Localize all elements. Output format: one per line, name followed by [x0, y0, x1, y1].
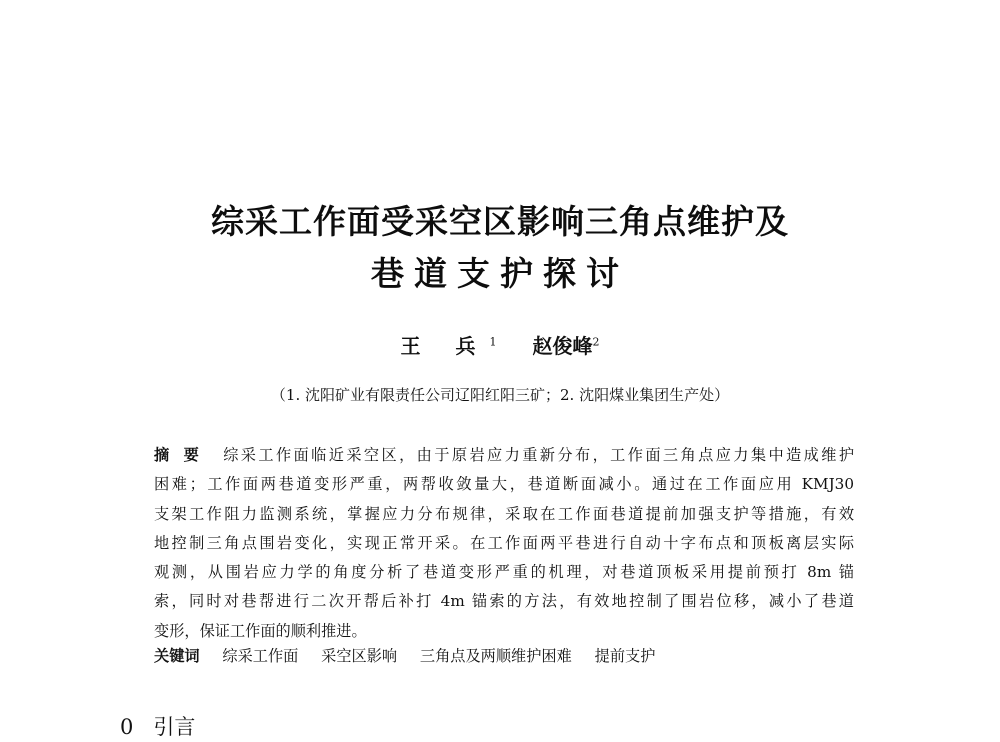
keywords-label: 关键词 — [154, 647, 200, 665]
keywords — [154, 645, 854, 666]
keyword: 三角点及两顺维护困难 — [419, 647, 572, 665]
abstract-line: 摘要 综采工作面临近采空区，由于原岩应力重新分布，工作面三角点应力集中造成维护 — [154, 446, 855, 464]
abstract-line: 困难；工作面两巷道变形严重，两帮收敛量大，巷道断面减小。通过在工作面应用 KMJ30 — [154, 475, 854, 494]
abstract-line: 索，同时对巷帮进行二次开帮后补打 4m 锚索的方法，有效地控制了围岩位移，减小了巷道 — [154, 592, 854, 611]
author-list — [0, 330, 1000, 359]
author-name: 赵俊峰 — [532, 334, 593, 358]
paper-title-line-1: 综采工作面受采空区影响三角点维护及 — [211, 202, 789, 241]
abstract-line: 地控制三角点围岩变化，实现正常开采。在工作面两平巷进行自动十字布点和顶板离层实际 — [154, 533, 854, 552]
abstract-line: 观测，从围岩应力学的角度分析了巷道变形严重的机理，对巷道顶板采用提前预打 8m 锚 — [154, 563, 854, 582]
affiliation: （1. 沈阳矿业有限责任公司辽阳红阳三矿；2. 沈阳煤业集团生产处） — [270, 386, 730, 404]
abstract-label: 摘要 — [154, 446, 214, 464]
section-number: 0 — [120, 715, 134, 739]
abstract-line: 变形，保证工作面的顺利推进。 — [154, 621, 367, 640]
paper-title-line-2: 巷道支护探讨 — [371, 254, 629, 293]
abstract — [154, 441, 854, 646]
keyword: 采空区影响 — [321, 647, 398, 665]
abstract-line: 支架工作阻力监测系统，掌握应力分布规律，采取在工作面巷道提前加强支护等措施，有效 — [154, 504, 854, 523]
keyword: 综采工作面 — [222, 647, 299, 665]
author-name: 王 兵 — [400, 334, 490, 358]
author-affiliation-mark: 2 — [592, 335, 600, 349]
author-affiliation-mark: 1 — [489, 335, 497, 349]
section-title: 引言 — [153, 715, 196, 739]
section-heading — [120, 711, 195, 741]
keyword: 提前支护 — [594, 647, 656, 665]
